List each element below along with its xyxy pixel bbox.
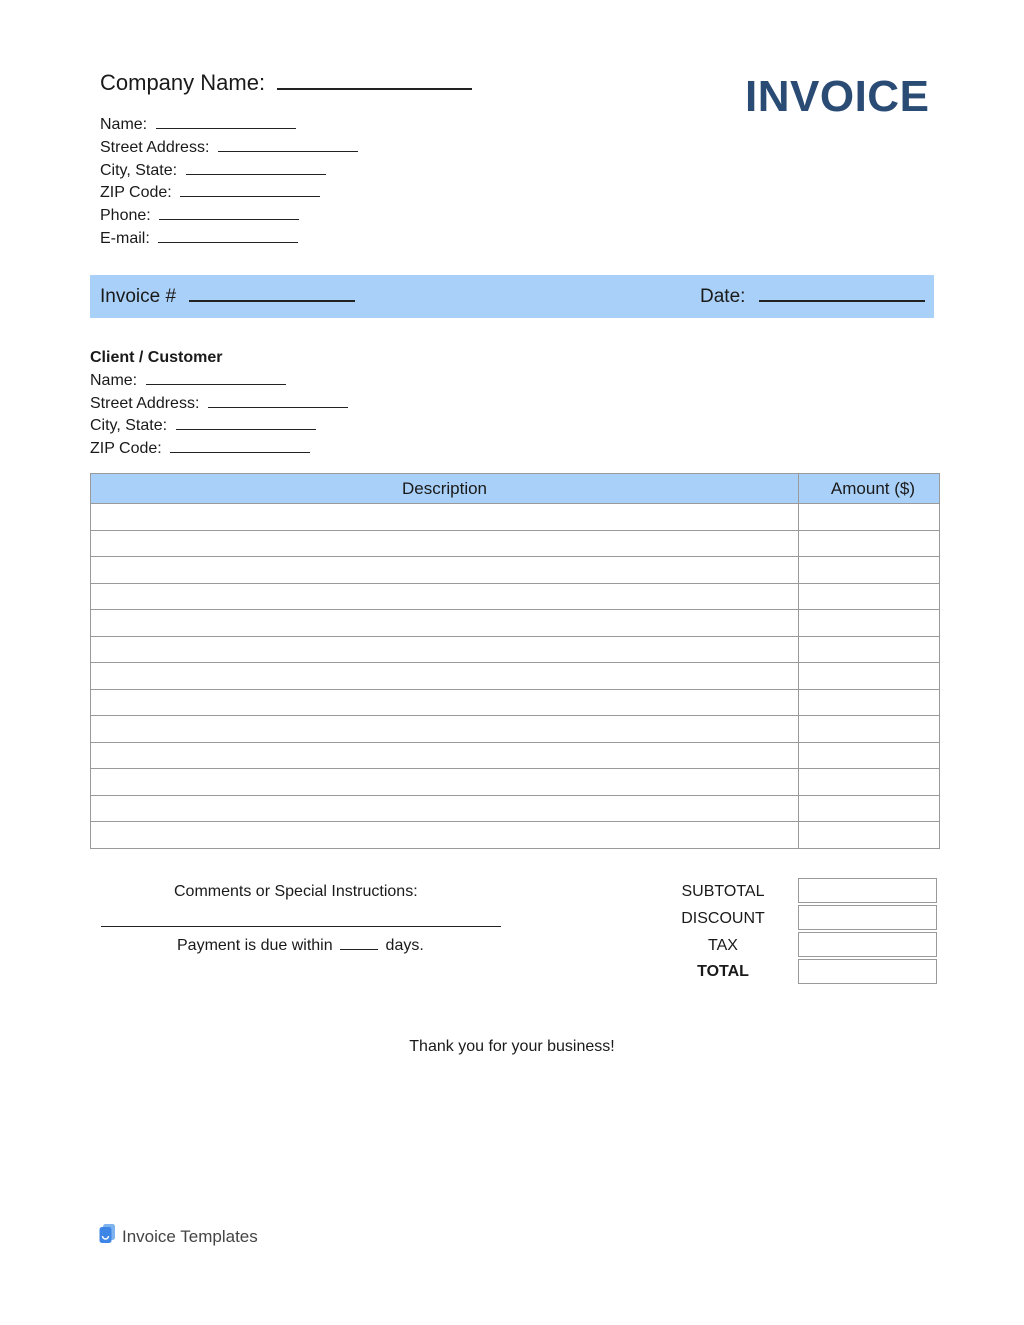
description-cell[interactable] — [91, 689, 799, 716]
tax-label: TAX — [708, 937, 738, 954]
invoice-templates-logo — [99, 1224, 258, 1249]
client-field-label: Street Address: — [90, 395, 200, 412]
client-field-city — [90, 416, 316, 436]
client-field-street — [90, 394, 348, 414]
subtotal-label: SUBTOTAL — [681, 883, 765, 900]
company-phone-input[interactable] — [159, 219, 299, 220]
table-row — [91, 504, 940, 531]
client-zip-input[interactable] — [170, 452, 310, 453]
company-email-input[interactable] — [158, 242, 298, 243]
client-field-name — [90, 371, 286, 391]
company-name-row — [100, 70, 472, 96]
company-zip-input[interactable] — [180, 196, 320, 197]
description-cell[interactable] — [91, 610, 799, 637]
amount-cell[interactable] — [799, 663, 940, 690]
description-cell[interactable] — [91, 742, 799, 769]
invoice-number-label: Invoice # — [100, 286, 177, 307]
table-row — [91, 610, 940, 637]
client-field-zip — [90, 439, 310, 459]
client-field-label: Name: — [90, 372, 138, 389]
comments-label: Comments or Special Instructions: — [174, 883, 418, 900]
date-row — [700, 286, 925, 308]
amount-header: Amount ($) — [799, 474, 940, 504]
table-row — [91, 769, 940, 796]
company-field-label: City, State: — [100, 162, 178, 179]
amount-cell[interactable] — [799, 742, 940, 769]
payment-terms — [177, 937, 424, 955]
logo-text: Invoice Templates — [122, 1226, 258, 1246]
amount-cell[interactable] — [799, 610, 940, 637]
company-field-email — [100, 229, 298, 249]
amount-cell[interactable] — [799, 716, 940, 743]
client-city-input[interactable] — [176, 429, 316, 430]
table-row — [91, 689, 940, 716]
company-city-input[interactable] — [186, 174, 326, 175]
description-header: Description — [91, 474, 799, 504]
client-street-input[interactable] — [208, 407, 348, 408]
table-row — [91, 742, 940, 769]
discount-label: DISCOUNT — [681, 910, 765, 927]
description-cell[interactable] — [91, 504, 799, 531]
line-items-table — [90, 473, 940, 849]
table-row — [91, 822, 940, 849]
date-field[interactable] — [759, 300, 925, 302]
invoice-number-field[interactable] — [189, 300, 355, 302]
discount-field[interactable] — [798, 905, 937, 930]
company-field-city — [100, 161, 326, 181]
amount-cell[interactable] — [799, 583, 940, 610]
table-row — [91, 716, 940, 743]
comments-field[interactable] — [101, 926, 501, 927]
payment-days-field[interactable] — [340, 949, 378, 950]
description-cell[interactable] — [91, 636, 799, 663]
company-name-input[interactable] — [156, 128, 296, 129]
amount-cell[interactable] — [799, 530, 940, 557]
invoice-number-row — [100, 286, 355, 308]
amount-cell[interactable] — [799, 557, 940, 584]
amount-cell[interactable] — [799, 636, 940, 663]
total-label: TOTAL — [697, 963, 749, 980]
company-field-label: ZIP Code: — [100, 184, 172, 201]
company-field-name — [100, 115, 296, 135]
company-field-label: E-mail: — [100, 230, 150, 247]
description-cell[interactable] — [91, 530, 799, 557]
company-name-label: Company Name: — [100, 70, 266, 95]
client-name-input[interactable] — [146, 384, 286, 385]
company-field-label: Phone: — [100, 207, 151, 224]
table-row — [91, 795, 940, 822]
invoice-title: INVOICE — [745, 72, 930, 121]
table-row — [91, 663, 940, 690]
company-field-phone — [100, 206, 299, 226]
table-row — [91, 636, 940, 663]
description-cell[interactable] — [91, 795, 799, 822]
payment-prefix: Payment is due within — [177, 937, 333, 954]
company-name-field[interactable] — [277, 88, 472, 90]
thank-you-note: Thank you for your business! — [409, 1038, 615, 1055]
description-cell[interactable] — [91, 583, 799, 610]
description-cell[interactable] — [91, 557, 799, 584]
table-row — [91, 530, 940, 557]
amount-cell[interactable] — [799, 769, 940, 796]
amount-cell[interactable] — [799, 504, 940, 531]
company-field-label: Street Address: — [100, 139, 210, 156]
company-field-street — [100, 138, 358, 158]
description-cell[interactable] — [91, 716, 799, 743]
line-items-body — [91, 504, 940, 849]
table-header-row — [91, 474, 940, 504]
amount-cell[interactable] — [799, 822, 940, 849]
tax-field[interactable] — [798, 932, 937, 957]
description-cell[interactable] — [91, 769, 799, 796]
client-field-label: ZIP Code: — [90, 440, 162, 457]
amount-cell[interactable] — [799, 795, 940, 822]
description-cell[interactable] — [91, 822, 799, 849]
total-field[interactable] — [798, 959, 937, 984]
amount-cell[interactable] — [799, 689, 940, 716]
table-row — [91, 557, 940, 584]
client-field-label: City, State: — [90, 417, 168, 434]
subtotal-field[interactable] — [798, 878, 937, 903]
company-street-input[interactable] — [218, 151, 358, 152]
table-row — [91, 583, 940, 610]
date-label: Date: — [700, 286, 746, 307]
description-cell[interactable] — [91, 663, 799, 690]
client-section-title: Client / Customer — [90, 349, 223, 366]
company-field-label: Name: — [100, 116, 148, 133]
document-stack-icon — [99, 1224, 116, 1249]
company-field-zip — [100, 183, 320, 203]
payment-suffix: days. — [385, 937, 424, 954]
